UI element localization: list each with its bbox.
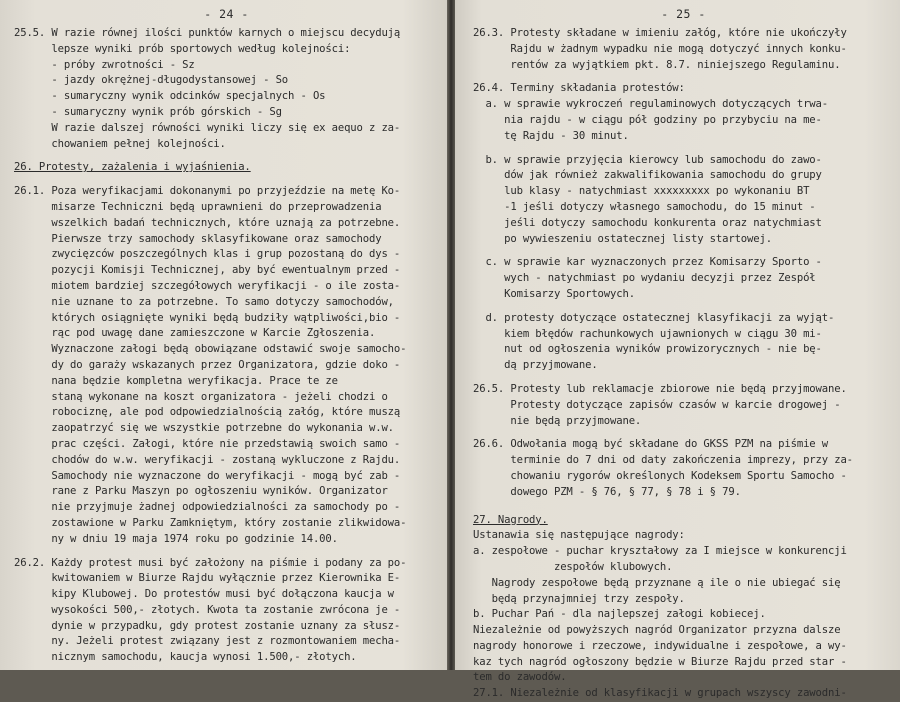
text-line: prac części. Załogi, które nie przedstawią swoich samo - bbox=[14, 437, 401, 450]
page-number-right: - 25 - bbox=[661, 7, 706, 21]
text-line: rane z Parku Maszyn po ogłoszeniu wyników. Organizator bbox=[14, 485, 388, 498]
section-heading: 27. Nagrody. bbox=[473, 513, 548, 526]
text-line: nie przyjmuje żadnej odpowiedzialności za samochody po - bbox=[14, 501, 401, 514]
text-line: zespołów klubowych. bbox=[473, 560, 673, 573]
text-line: kiem błędów rachunkowych ujawnionych w ciągu 30 mi- bbox=[473, 327, 822, 340]
text-line: 27.1. Niezależnie od klasyfikacji w grupach wszyscy zawodni- bbox=[473, 687, 847, 700]
text-line: wysokości 500,- złotych. Kwota ta zostanie zwrócona je - bbox=[14, 603, 401, 616]
text-line: nut od ogłoszenia wyników prowizorycznych - nie bę- bbox=[473, 343, 822, 356]
text-line: nie uznane to za potrzebne. To samo dotyczy samochodów, bbox=[14, 295, 394, 308]
text-line: dowego PZM - § 76, § 77, § 78 i § 79. bbox=[473, 485, 741, 498]
book-gutter bbox=[447, 0, 455, 670]
text-line: ny. Jeżeli protest związany jest z rozmontowaniem mecha- bbox=[14, 635, 401, 648]
paragraph-gap bbox=[473, 145, 894, 153]
text-line: wych - natychmiast po wydaniu decyzji przez Zespół bbox=[473, 272, 816, 285]
text-line: nia rajdu - w ciągu pół godziny po przybyciu na me- bbox=[473, 113, 822, 126]
text-line: Niezależnie od powyższych nagród Organizator przyzna dalsze bbox=[473, 624, 841, 637]
text-line: dą przyjmowane. bbox=[473, 359, 598, 372]
text-line: misarze Techniczni będą uprawnieni do przeprowadzenia bbox=[14, 200, 382, 213]
text-line: 25.5. W razie równej ilości punktów karnych o miejscu decydują bbox=[14, 27, 401, 39]
text-line: - próby zwrotności - Sz bbox=[14, 58, 195, 71]
text-line: 26.5. Protesty lub reklamacje zbiorowe nie będą przyjmowane. bbox=[473, 382, 847, 395]
text-line: kipy Klubowej. Do protestów musi być dołączona kaucja w bbox=[14, 588, 394, 601]
text-line: po wywieszeniu ostatecznej listy startowej. bbox=[473, 232, 772, 245]
text-line: tem do zawodów. bbox=[473, 671, 567, 684]
text-line: a. zespołowe - puchar kryształowy za I miejsce w konkurencji bbox=[473, 545, 847, 558]
text-line: Ustanawia się następujące nagrody: bbox=[473, 529, 685, 542]
text-line: wszelkich badań technicznych, które uznają za potrzebne. bbox=[14, 216, 401, 229]
text-line: których osiągnięte wyniki będą budziły wątpliwości,bio - bbox=[14, 311, 401, 324]
text-line: 26.4. Terminy składania protestów: bbox=[473, 82, 685, 95]
text-line: staną wykonane na koszt organizatora - jeżeli chodzi o bbox=[14, 390, 388, 403]
text-line: -1 jeśli dotyczy własnego samochodu, do 15 minut - bbox=[473, 200, 816, 213]
text-line: pozycji Komisji Technicznej, aby być ewentualnym przed - bbox=[14, 264, 401, 277]
left-page bbox=[0, 0, 447, 670]
paragraph-gap bbox=[473, 247, 894, 255]
text-line: lub klasy - natychmiast xxxxxxxxx po wykonaniu BT bbox=[473, 185, 810, 198]
text-line: miotem bardziej szczegółowych weryfikacji - o ile zosta- bbox=[14, 279, 401, 292]
text-line: dów jak również zakwalifikowania samochodu do grupy bbox=[473, 169, 822, 182]
text-line: W razie dalszej równości wyniki liczy się ex aequo z za- bbox=[14, 121, 401, 134]
text-line: c. w sprawie kar wyznaczonych przez Komisarzy Sporto - bbox=[473, 256, 822, 269]
text-line: zaopatrzyć się we wszystkie potrzebne do wykonania w.w. bbox=[14, 422, 394, 435]
text-line: rentów za wyjątkiem pkt. 8.7. niniejszego Regulaminu. bbox=[473, 58, 841, 71]
text-line: nagrody honorowe i rzeczowe, indywidualne i zespołowe, a wy- bbox=[473, 639, 847, 652]
paragraph-gap bbox=[473, 429, 894, 437]
text-line: b. Puchar Pań - dla najlepszej załogi kobiecej. bbox=[473, 608, 766, 621]
text-line: Komisarzy Sportowych. bbox=[473, 287, 635, 300]
text-line: będą przynajmniej trzy zespoły. bbox=[473, 592, 685, 605]
text-line: jeśli dotyczy samochodu konkurenta oraz natychmiast bbox=[473, 216, 822, 229]
text-line: a. w sprawie wykroczeń regulaminowych dotyczących trwa- bbox=[473, 98, 828, 111]
text-line: kwitowaniem w Biurze Rajdu wyłącznie przez Kierownika E- bbox=[14, 572, 401, 585]
text-line: zwycięzców poszczególnych klas i grup pozostaną do dys - bbox=[14, 248, 401, 261]
left-page-content bbox=[14, 26, 439, 666]
text-line: Protesty dotyczące zapisów czasów w karcie drogowej - bbox=[473, 398, 841, 411]
text-line: nicznym samochodu, kaucja wynosi 1.500,- złotych. bbox=[14, 651, 357, 664]
text-line: robociznę, ale pod odpowiedzialnością załóg, które muszą bbox=[14, 406, 401, 419]
text-line: tę Rajdu - 30 minut. bbox=[473, 129, 629, 142]
text-line: Rajdu w żadnym wypadku nie mogą dotyczyć innych konku- bbox=[473, 42, 847, 55]
text-line: - jazdy okrężnej-długodystansowej - So bbox=[14, 74, 289, 87]
text-line: chodów do w.w. weryfikacji - zostaną wykluczone z Rajdu. bbox=[14, 453, 401, 466]
text-line: Nagrody zespołowe będą przyznane ą ile o nie ubiegać się bbox=[473, 576, 841, 589]
text-line: Samochody nie wyznaczone do weryfikacji - mogą być zab - bbox=[14, 469, 401, 482]
right-page bbox=[455, 0, 900, 700]
text-line: nie będą przyjmowane. bbox=[473, 414, 642, 427]
text-line: 26.3. Protesty składane w imieniu załóg, które nie ukończyły bbox=[473, 27, 847, 39]
text-line: rąc pod uwagę dane zamieszczone w Karcie Zgłoszenia. bbox=[14, 327, 376, 340]
text-line: - sumaryczny wynik odcinków specjalnych - Os bbox=[14, 90, 326, 103]
text-line: - sumaryczny wynik prób górskich - Sg bbox=[14, 105, 282, 118]
paragraph-gap bbox=[473, 73, 894, 81]
text-line: lepsze wyniki prób sportowych według kolejności: bbox=[14, 42, 351, 55]
paragraph-gap bbox=[14, 548, 439, 556]
text-line: d. protesty dotyczące ostatecznej klasyfikacji za wyjąt- bbox=[473, 311, 835, 324]
paragraph-gap bbox=[473, 501, 894, 513]
text-line: 26.2. Każdy protest musi być założony na piśmie i podany za po- bbox=[14, 556, 407, 569]
text-line: Wyznaczone załogi będą obowiązane odstawić swoje samocho- bbox=[14, 343, 407, 356]
text-line: ny w dniu 19 maja 1974 roku po godzinie 14.00. bbox=[14, 532, 338, 545]
paragraph-gap bbox=[473, 374, 894, 382]
text-line: zostawione w Parku Zamkniętym, który zostanie zlikwidowa- bbox=[14, 516, 407, 529]
paragraph-gap bbox=[14, 152, 439, 160]
text-line: Pierwsze trzy samochody sklasyfikowane oraz samochody bbox=[14, 232, 382, 245]
text-line: 26.6. Odwołania mogą być składane do GKSS PZM na piśmie w bbox=[473, 438, 828, 451]
text-line: chowaniu rygorów określonych Kodeksem Sportu Samocho - bbox=[473, 469, 847, 482]
text-line: b. w sprawie przyjęcia kierowcy lub samochodu do zawo- bbox=[473, 153, 822, 166]
right-page-content bbox=[473, 26, 894, 702]
text-line: dy do garaży wskazanych przez Organizatora, gdzie doko - bbox=[14, 358, 401, 371]
text-line: nana będzie kompletna weryfikacja. Prace te ze bbox=[14, 374, 338, 387]
text-line: dynie w przypadku, gdy protest zostanie uznany za słusz- bbox=[14, 619, 401, 632]
text-line: chowaniem pełnej kolejności. bbox=[14, 137, 226, 150]
text-line: kaz tych nagród ogłoszony będzie w Biurze Rajdu przed star - bbox=[473, 655, 847, 668]
text-line: terminie do 7 dni od daty zakończenia imprezy, przy za- bbox=[473, 454, 853, 467]
text-line: 26.1. Poza weryfikacjami dokonanymi po przyjeździe na metę Ko- bbox=[14, 185, 401, 198]
page-number-left: - 24 - bbox=[204, 7, 249, 21]
paragraph-gap bbox=[14, 176, 439, 184]
paragraph-gap bbox=[473, 303, 894, 311]
section-heading: 26. Protesty, zażalenia i wyjaśnienia. bbox=[14, 161, 251, 174]
